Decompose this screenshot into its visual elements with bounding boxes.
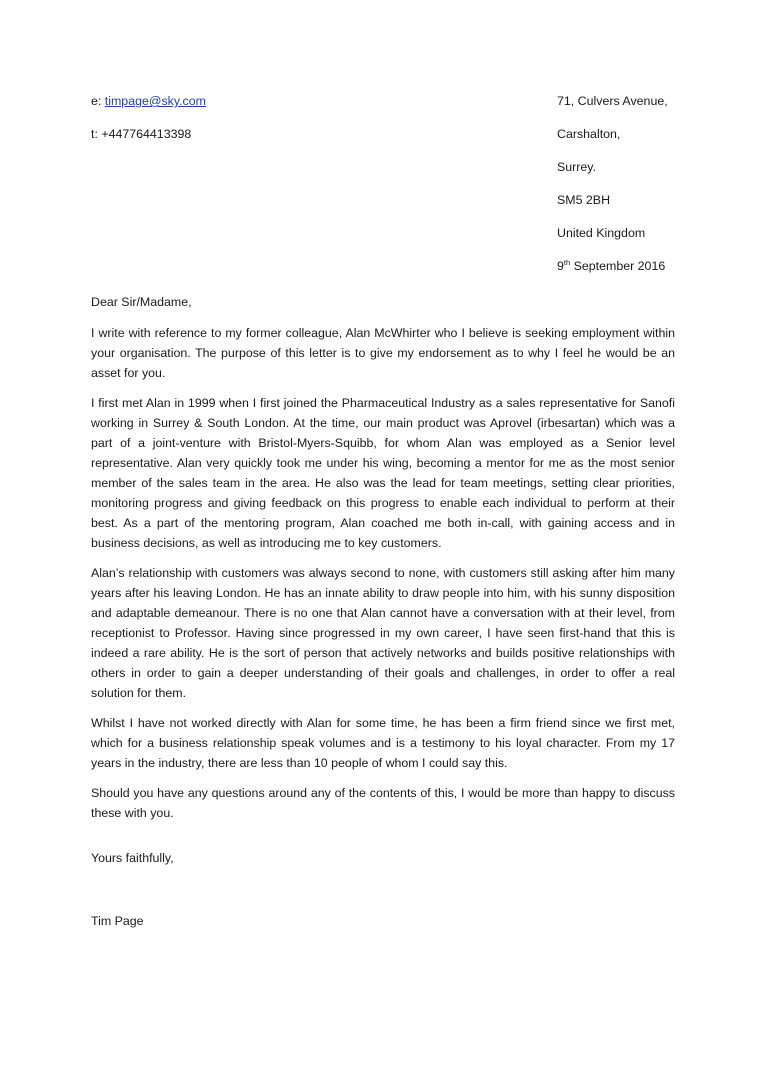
sender-address [557, 94, 668, 292]
paragraph-introduction: I write with reference to my former colleague, Alan McWhirter who I believe is seeking employment within your organisation. The purpose of this letter is to give my endorsement as to why I feel he would be an asset for you. [91, 326, 675, 380]
letter-date [557, 259, 668, 292]
paragraph-friendship: Whilst I have not worked directly with Alan for some time, he has been a firm friend since we first met, which for a business relationship speak volumes and is a testimony to his loyal character. From my 17 years in the industry, there are less than 10 people of whom I could say this. [91, 716, 675, 770]
closing: Yours faithfully, [91, 851, 174, 865]
sender-contact [91, 94, 206, 160]
address-town: Carshalton, [557, 127, 621, 141]
phone-label: t: [91, 127, 102, 141]
email-label: e: [91, 94, 105, 108]
address-county: Surrey. [557, 160, 597, 174]
address-postcode: SM5 2BH [557, 193, 611, 207]
paragraph-history: I first met Alan in 1999 when I first joined the Pharmaceutical Industry as a sales representative for Sanofi working in Surrey & South London. At the time, our main product was Aprovel (irbesartan) which was a part of a joint-venture with Bristol-Myers-Squibb, for whom Alan was employed as a Senior level representative. Alan very quickly took me under his wing, becoming a mentor for me as the most senior member of the sales team in the area. He also was the lead for team meetings, setting clear priorities, monitoring progress and giving feedback on this progress to enable each individual to perform at their best. As a part of the mentoring program, Alan coached me both in-call, with gaining access and in business decisions, as well as introducing me to key customers. [91, 396, 675, 550]
date-suffix: th [563, 258, 571, 267]
letter-body [91, 292, 675, 833]
phone-number: +447764413398 [101, 127, 192, 141]
date-day: 9 [557, 259, 564, 273]
paragraph-contact-offer: Should you have any questions around any of the contents of this, I would be more than happy to discuss these with you. [91, 786, 675, 820]
signature: Tim Page [91, 914, 144, 928]
phone-line [91, 127, 206, 160]
email-line [91, 94, 206, 127]
address-country: United Kingdom [557, 226, 646, 240]
email-link[interactable]: timpage@sky.com [104, 94, 206, 108]
salutation: Dear Sir/Madame, [91, 295, 192, 309]
paragraph-relationships: Alan’s relationship with customers was always second to none, with customers still asking after him many years after his leaving London. He has an innate ability to draw people into him, with his sunny disposition and adaptable demeanour. There is no one that Alan cannot have a conversation with at their level, from receptionist to Professor. Having since progressed in my own career, I have seen first-hand that this is indeed a rare ability. He is the sort of person that actively networks and builds positive relationships with others in order to gain a deeper understanding of their goals and challenges, in order to offer a real solution for them. [91, 566, 675, 700]
date-month-year: September 2016 [570, 259, 666, 273]
address-street: 71, Culvers Avenue, [557, 94, 668, 108]
